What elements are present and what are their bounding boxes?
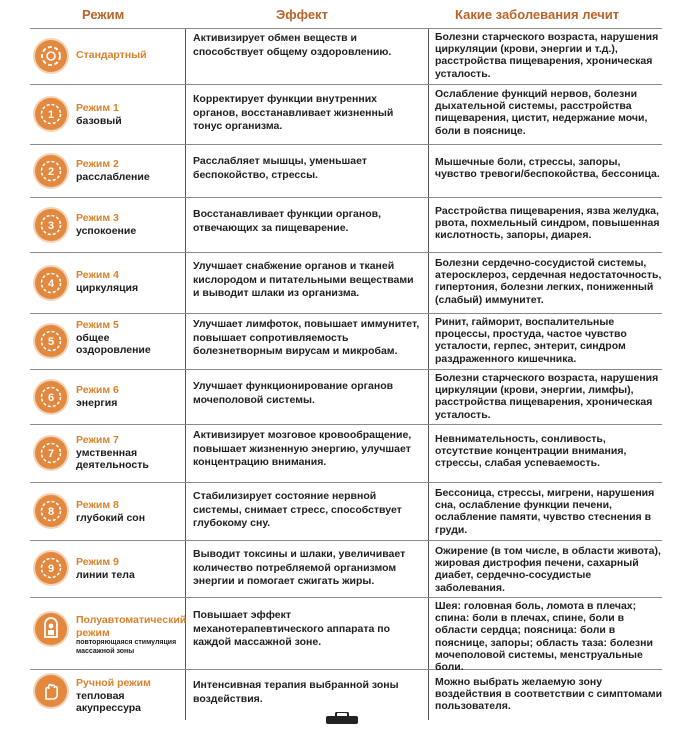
effect-cell: Восстанавливает функции органов, отвечающих за пищеварение. [193,208,381,234]
mode-label [76,556,180,581]
number-9-icon [35,552,67,584]
mode-label [76,269,180,294]
mode-title: Полуавтоматический режим [76,614,187,639]
effect-cell: Повышает эффект механотерапевтического аппарата по каждой массажной зоне. [193,609,390,648]
mode-label [76,384,180,409]
table-row [0,84,688,144]
number-1-icon [35,98,67,130]
mode-subtitle: линии тела [76,568,135,581]
header-mode: Режим [82,7,125,22]
mode-subtitle: успокоение [76,224,137,237]
mode-note: повторяющаяся стимуляция массажной зоны [76,639,177,655]
effect-cell: Стабилизирует состояние нервной системы, снимает стресс, способствует глубокому сну. [193,490,402,529]
svg-text:8: 8 [47,506,55,518]
mode-label [76,614,187,656]
table-header [0,0,688,30]
diseases-cell: Расстройства пищеварения, язва желудка, рвота, похмельный синдром, повышенная кислотность, запоры, диарея. [435,205,660,242]
effect-cell: Выводит токсины и шлаки, увеличивает количество потребляемой организмом энергии и помогает сжигать жиры. [193,548,406,587]
diseases-cell: Ринит, гайморит, воспалительные процессы, простуда, частое чувство усталости, герпес, энтерит, синдром раздраженного кишечника. [435,316,627,365]
mode-title: Режим 5 [76,319,119,331]
person-in-chair-icon [35,613,67,645]
table-row [0,540,688,597]
diseases-cell: Болезни старческого возраста, нарушения циркуляции (крови, энергии и т.д.), расстройства пищеварения, хроническая усталость. [435,31,659,80]
number-6-icon [35,381,67,413]
mode-title: Ручной режим [76,677,151,689]
table-row [0,313,688,369]
diseases-cell: Невнимательность, сонливость, отсутствие концентрации внимания, стрессы, слабая успеваемость. [435,433,627,470]
diseases-cell: Ожирение (в том числе, в области живота), жировая дистрофия печени, сахарный диабет, сердечно-сосудистые заболевания. [435,545,661,594]
mode-title: Режим 6 [76,384,119,396]
effect-cell: Улучшает снабжение органов и тканей кислородом и питательными веществами и выводит шлаки из организма. [193,260,414,299]
table-row [0,482,688,540]
number-3-icon [35,209,67,241]
diseases-cell: Шея: головная боль, ломота в плечах; спина: боли в плечах, спине, боли в области сердца; поясница: боли в пояснице, запоры; область таза: болезни мочеполовой системы, менструальные боли. [435,600,653,674]
diseases-cell: Можно выбрать желаемую зону воздействия в соответствии с симптомами пользователя. [435,676,663,713]
mode-title: Режим 2 [76,158,119,170]
mode-label [76,499,180,524]
mode-label [76,49,180,62]
diseases-cell: Болезни сердечно-сосудистой системы, атеросклероз, сердечная недостаточность, гипертония, болезни легких, пониженный (слабый) иммунитет. [435,257,662,306]
mode-subtitle: энергия [76,396,118,409]
hand-icon [35,675,67,707]
bag-icon [324,711,360,723]
diseases-cell: Ослабление функций нервов, болезни дыхательной системы, расстройства пищеварения, цистит, недержание мочи, боли в пояснице. [435,88,648,137]
svg-text:2: 2 [47,166,55,178]
mode-subtitle: глубокий сон [76,511,146,524]
mode-label [76,212,180,237]
number-2-icon [35,155,67,187]
mode-label [76,319,180,357]
effect-cell: Интенсивная терапия выбранной зоны воздействия. [193,679,399,705]
number-8-icon [35,495,67,527]
mode-subtitle: тепловая акупрессура [76,689,142,714]
mode-title: Режим 4 [76,269,119,281]
mode-label [76,434,180,472]
header-diseases: Какие заболевания лечит [455,7,620,22]
mode-subtitle: циркуляция [76,281,139,294]
header-effect: Эффект [276,7,328,22]
table-row [0,28,688,84]
mode-label [76,677,180,715]
table-row [0,369,688,424]
mode-subtitle: базовый [76,114,122,127]
effect-cell: Улучшает лимфоток, повышает иммунитет, повышает сопротивляемость болезнетворным вирусам и микробам. [193,318,420,357]
diseases-cell: Бессоница, стрессы, мигрени, нарушения сна, ослабление функции печени, ослабление памяти, чувство стеснения в груди. [435,487,655,536]
effect-cell: Корректирует функции внутренних органов, восстанавливает жизненный тонус организма. [193,93,394,132]
svg-text:9: 9 [47,563,55,575]
mode-title: Режим 9 [76,556,119,568]
mode-title: Режим 1 [76,102,119,114]
svg-text:6: 6 [47,392,55,404]
number-5-icon [35,325,67,357]
effect-cell: Активизирует обмен веществ и способствует общему оздоровлению. [193,32,392,58]
mode-subtitle: общее оздоровление [76,331,151,356]
diseases-cell: Болезни старческого возраста, нарушения циркуляции (крови, энергии, лимфы), расстройства пищеварения, хроническая усталость. [435,372,659,421]
mode-title: Режим 7 [76,434,119,446]
effect-cell: Расслабляет мышцы, уменьшает беспокойство, стрессы. [193,155,367,181]
table-row [0,252,688,313]
table-row [0,424,688,482]
mode-title: Режим 3 [76,212,119,224]
table-row [0,144,688,197]
effect-cell: Улучшает функционирование органов мочеполовой системы. [193,380,394,406]
mode-label [76,102,180,127]
mode-title: Стандартный [76,49,147,61]
table-row [0,197,688,252]
svg-text:1: 1 [47,109,55,121]
mode-subtitle: умственная деятельность [76,446,149,471]
effect-cell: Активизирует мозговое кровообращение, повышает жизненную энергию, улучшает концентрацию внимания. [193,429,412,468]
spiral-icon [35,40,67,72]
table-row [0,597,688,674]
diseases-cell: Мышечные боли, стрессы, запоры, чувство тревоги/беспокойства, бессоница. [435,156,660,181]
svg-text:7: 7 [47,448,55,460]
svg-text:5: 5 [47,336,55,348]
number-7-icon [35,437,67,469]
mode-label [76,158,180,183]
mode-title: Режим 8 [76,499,119,511]
number-4-icon [35,267,67,299]
svg-text:3: 3 [47,220,55,232]
mode-subtitle: расслабление [76,170,150,183]
svg-text:4: 4 [47,278,55,290]
